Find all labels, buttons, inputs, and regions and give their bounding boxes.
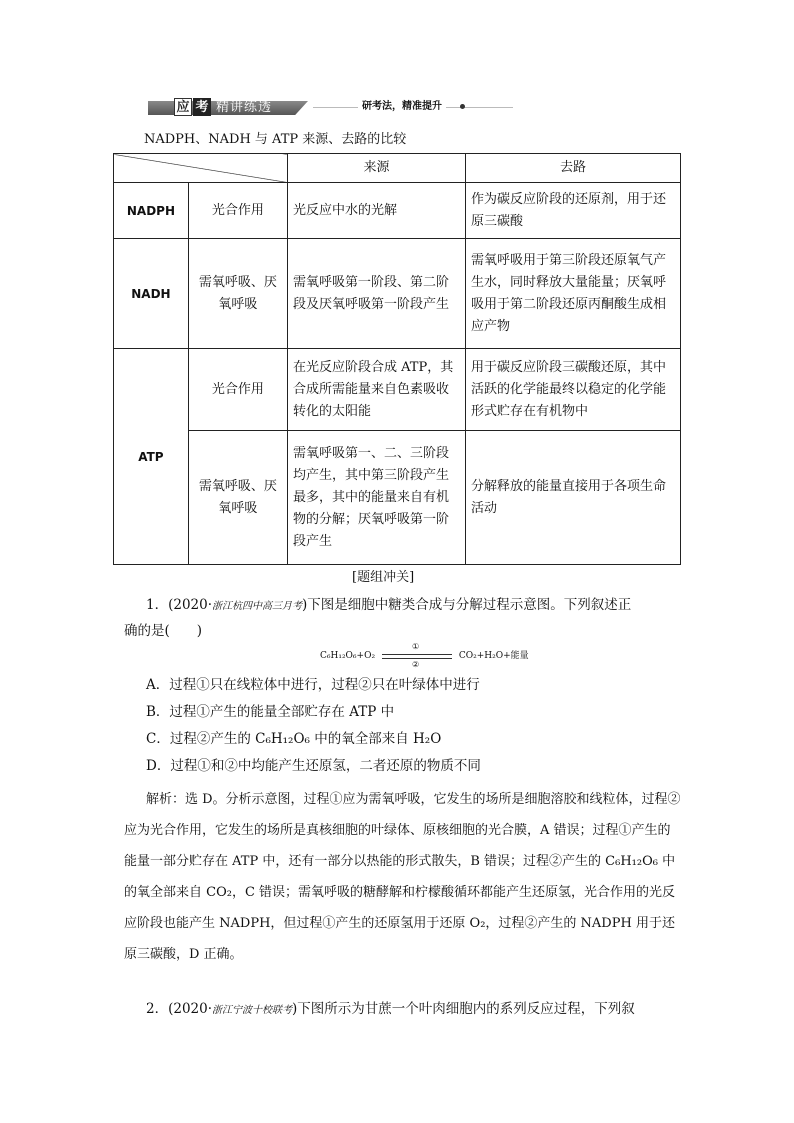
table-row	[114, 349, 681, 431]
row-label-nadh: NADH	[114, 239, 189, 349]
eq-label-2: ②	[411, 659, 420, 669]
row-source: 需氧呼吸第一、二、三阶段均产生，其中第三阶段产生最多，其中的能量来自有机物的分解；厌氧呼吸第一阶段产生	[288, 431, 466, 565]
banner-slogan: 研考法，精准提升	[358, 100, 446, 114]
table-caption: NADPH、NADH 与 ATP 来源、去路的比较	[144, 132, 407, 147]
analysis-paragraph: 解析：选 D。分析示意图，过程①应为需氧呼吸，它发生的场所是细胞溶胶和线粒体，过程②应为光合作用，它发生的场所是真核细胞的叶绿体、原核细胞的光合膜，A 错误；过程①产生的能量一部分贮存在 ATP 中，还有一部分以热能的形式散失，B 错误；过程②产生的 C₆H₁₂O₆ 中的氧全部来自 CO₂，C 错误；需氧呼吸的糖酵解和柠檬酸循环都能产生还原氢，光合作用的光反应阶段也能产生 NADPH，但过程①产生的还原氢用于还原 O₂，过程②产生的 NADPH 用于还原三碳酸，D 正确。	[124, 792, 681, 962]
diagonal-corner-cell	[114, 154, 288, 183]
banner-key-1: 应	[174, 98, 192, 116]
row-destination: 需氧呼吸用于第三阶段还原氧气产生水，同时释放大量能量；厌氧呼吸用于第二阶段还原丙酮酸生成相应产物	[466, 239, 681, 349]
row-destination: 用于碳反应阶段三碳酸还原，其中活跃的化学能最终以稳定的化学能形式贮存在有机物中	[466, 349, 681, 431]
question-1-stem-2: 确的是( )	[124, 623, 203, 639]
row-process: 需氧呼吸、厌氧呼吸	[188, 239, 287, 349]
group-title: [题组冲关]	[352, 570, 415, 585]
row-source: 需氧呼吸第一阶段、第二阶段及厌氧呼吸第一阶段产生	[288, 239, 466, 349]
row-destination: 作为碳反应阶段的还原剂，用于还原三碳酸	[466, 183, 681, 239]
q1-number: 1．(2020·	[146, 597, 213, 613]
q1-source: 浙江杭四中高三月考	[212, 601, 303, 612]
eq-left: C₆H₁₂O₆+O₂	[320, 651, 376, 661]
row-process: 需氧呼吸、厌氧呼吸	[188, 431, 287, 565]
option-c: C．过程②产生的 C₆H₁₂O₆ 中的氧全部来自 H₂O	[146, 731, 442, 747]
table-row	[114, 431, 681, 565]
row-source: 光反应中水的光解	[288, 183, 466, 239]
option-a: A．过程①只在线粒体中进行，过程②只在叶绿体中进行	[146, 677, 480, 693]
q2-number: 2．(2020·	[146, 1001, 213, 1017]
eq-right: CO₂+H₂O+能量	[458, 651, 529, 661]
banner-title: 精讲练透	[216, 100, 273, 115]
row-process: 光合作用	[188, 183, 287, 239]
table-header-row	[114, 154, 681, 183]
table-row	[114, 239, 681, 349]
q2-source: 浙江宁波十校联考	[212, 1005, 293, 1016]
comparison-table	[113, 153, 681, 565]
banner-dot-icon	[460, 104, 465, 109]
row-label-atp: ATP	[114, 349, 189, 565]
reversible-arrow-icon	[382, 641, 452, 669]
row-process: 光合作用	[188, 349, 287, 431]
banner-key-2: 考	[193, 98, 211, 116]
option-b: B．过程①产生的能量全部贮存在 ATP 中	[146, 704, 395, 720]
option-d: D．过程①和②中均能产生还原氢，二者还原的物质不同	[146, 758, 481, 774]
q1-stem-text: )下图是细胞中糖类合成与分解过程示意图。下列叙述正	[302, 597, 632, 613]
question-1-stem	[146, 594, 631, 618]
row-destination: 分解释放的能量直接用于各项生命活动	[466, 431, 681, 565]
row-source: 在光反应阶段合成 ATP，其合成所需能量来自色素吸收转化的太阳能	[288, 349, 466, 431]
eq-label-1: ①	[411, 641, 420, 651]
row-label-nadph: NADPH	[114, 183, 189, 239]
q2-stem-text: )下图所示为甘蔗一个叶肉细胞内的系列反应过程，下列叙	[292, 1001, 635, 1017]
header-destination: 去路	[466, 154, 681, 183]
section-banner	[148, 98, 478, 118]
header-source: 来源	[288, 154, 466, 183]
table-row	[114, 183, 681, 239]
question-2-stem	[146, 998, 635, 1022]
reaction-equation	[320, 641, 529, 669]
